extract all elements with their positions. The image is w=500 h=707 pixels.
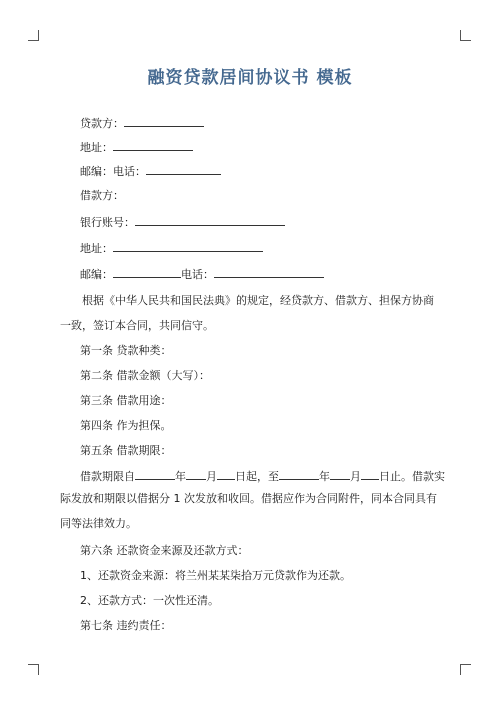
end-day-blank[interactable] <box>361 468 379 480</box>
month-label: 月 <box>206 470 217 483</box>
crop-mark-bottom-left <box>28 664 39 675</box>
borrower-label: 借款方： <box>80 189 124 202</box>
document-title: 融资贷款居间协议书 模板 <box>147 68 353 88</box>
lender-phone-blank[interactable] <box>146 163 221 175</box>
loan-period-line <box>80 468 445 485</box>
lender-line <box>80 115 204 132</box>
lender-address-label: 地址： <box>80 141 113 154</box>
borrower-phone-blank[interactable] <box>214 266 324 278</box>
lender-address-line <box>80 139 193 156</box>
end-year-blank[interactable] <box>279 468 319 480</box>
article-4: 第四条 作为担保。 <box>80 419 172 432</box>
bank-account-label: 银行账号： <box>80 216 135 229</box>
article-2: 第二条 借款金额（大写）： <box>80 369 210 382</box>
intro-paragraph <box>60 288 440 338</box>
article-5: 第五条 借款期限： <box>80 444 172 457</box>
borrower-address-label: 地址： <box>80 242 113 255</box>
borrower-zip-blank[interactable] <box>113 266 181 278</box>
bank-account-blank[interactable] <box>135 214 285 226</box>
start-month-blank[interactable] <box>186 468 206 480</box>
borrower-address-line <box>80 240 263 257</box>
crop-mark-bottom-right <box>460 664 471 675</box>
crop-mark-top-left <box>28 30 39 41</box>
article-1: 第一条 贷款种类： <box>80 344 172 357</box>
article-3: 第三条 借款用途： <box>80 394 172 407</box>
year-label: 年 <box>175 470 186 483</box>
article-6-item-1: 1、还款资金来源：将兰州某某柒拾万元贷款作为还款。 <box>80 569 351 582</box>
lender-address-blank[interactable] <box>113 139 193 151</box>
lender-zip-phone-label: 邮编：电话： <box>80 165 146 178</box>
period-rest-text: 际发放和期限以借据分 1 次发放和收回。借据应作为合同附件，同本合同具有同等法律效力。 <box>60 492 437 530</box>
period-start-label: 借款期限自 <box>80 470 135 483</box>
article-6-item-2: 2、还款方式：一次性还清。 <box>80 594 219 607</box>
borrower-phone-label: 电话： <box>181 268 214 281</box>
lender-label: 贷款方： <box>80 117 124 130</box>
crop-mark-top-right <box>460 30 471 41</box>
day-from-label: 日起，至 <box>235 470 279 483</box>
end-month-label: 月 <box>350 470 361 483</box>
end-month-blank[interactable] <box>330 468 350 480</box>
borrower-zip-label: 邮编： <box>80 268 113 281</box>
lender-zip-phone-line <box>80 163 221 180</box>
article-6-heading: 第六条 还款资金来源及还款方式： <box>80 544 249 557</box>
period-rest-paragraph <box>60 486 440 536</box>
start-day-blank[interactable] <box>217 468 235 480</box>
borrower-zip-phone-line <box>80 266 324 283</box>
borrower-address-blank[interactable] <box>113 240 263 252</box>
day-end-label: 日止。借款实 <box>379 470 445 483</box>
bank-account-line <box>80 214 285 231</box>
start-year-blank[interactable] <box>135 468 175 480</box>
lender-blank[interactable] <box>124 115 204 127</box>
article-7-heading: 第七条 违约责任： <box>80 619 172 632</box>
end-year-label: 年 <box>319 470 330 483</box>
borrower-line <box>80 188 124 204</box>
intro-text: 根据《中华人民共和国民法典》的规定，经贷款方、借款方、担保方协商一致，签订本合同，共同信守。 <box>60 294 434 332</box>
